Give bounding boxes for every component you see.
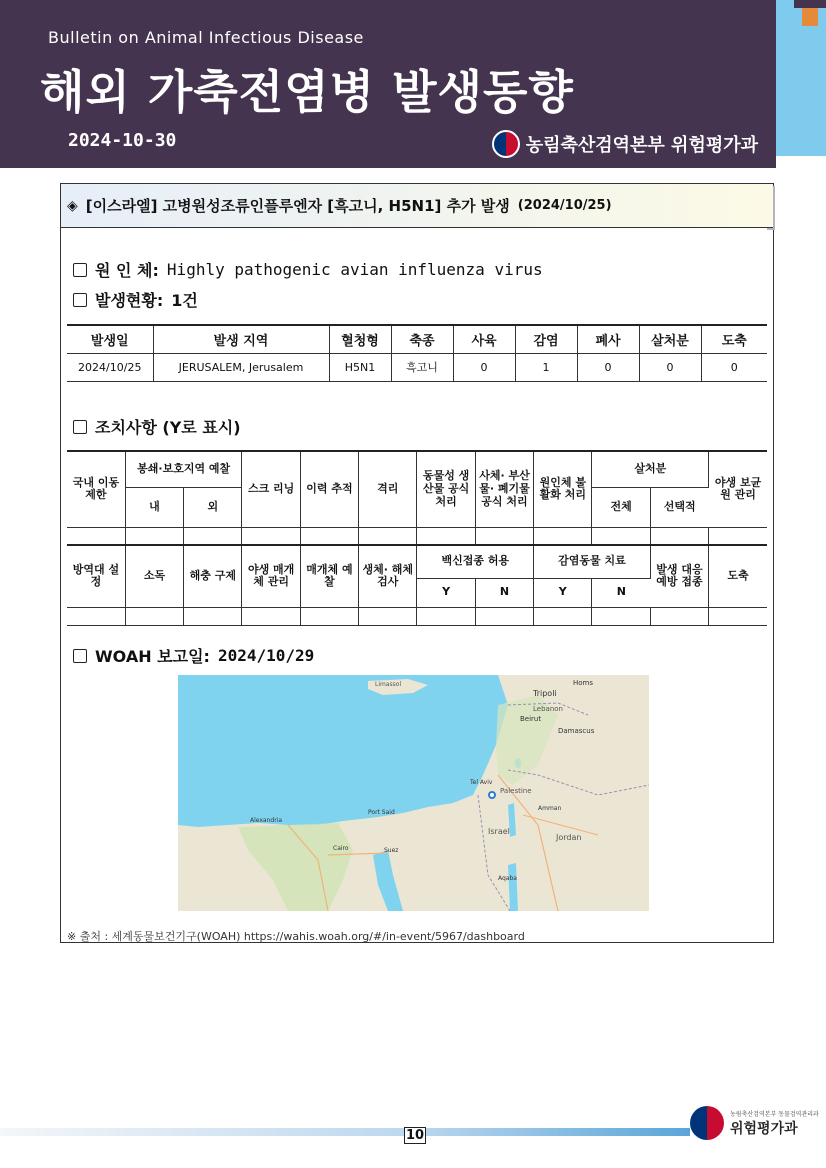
measure-value-cell [417, 607, 475, 625]
cell: 1 [515, 353, 577, 381]
bulletin-subtitle: Bulletin on Animal Infectious Disease [48, 28, 364, 47]
pathogen-line [73, 258, 543, 281]
map-label: Amman [538, 805, 562, 812]
map-label: Tripoli [533, 689, 557, 698]
map-label: Suez [384, 847, 399, 854]
measure-value-cell [417, 527, 475, 545]
measure-animal-products: 동물성 생산물 공식 처리 [417, 451, 475, 527]
measure-bio-test: 생체· 해체 검사 [359, 545, 417, 607]
measure-domestic: 국내 이동 제한 [67, 451, 125, 527]
source-note: ※ 출처 : 세계동물보건기구(WOAH) https://wahis.woah.org/#/in-event/5967/dashboard [67, 930, 525, 943]
header-band [0, 0, 776, 168]
measure-trace: 이력 추적 [300, 451, 358, 527]
measure-cull-all: 전체 [592, 487, 650, 527]
map-label: Aqaba [498, 875, 517, 882]
footer-logo [690, 1106, 819, 1140]
report-box [60, 183, 774, 943]
cell: H5N1 [329, 353, 391, 381]
measure-prevent: 발생 대응 예방 접종 [650, 545, 708, 607]
side-accent-bar [776, 0, 826, 156]
checkbox-icon [73, 649, 87, 663]
col-header: 혈청형 [329, 325, 391, 353]
col-header: 살처분 [639, 325, 701, 353]
table-row [67, 353, 767, 381]
page-number: 10 [406, 1128, 425, 1143]
checkbox-icon [73, 420, 87, 434]
map-label: Palestine [500, 787, 532, 795]
measure-zone-in: 내 [125, 487, 183, 527]
measure-culling: 살처분 [592, 451, 709, 487]
col-header: 도축 [701, 325, 767, 353]
side-notch-dark [794, 0, 826, 8]
measure-pest: 해충 구제 [184, 545, 242, 607]
measure-value-cell [592, 527, 650, 545]
status-value: 1건 [171, 291, 198, 310]
woah-value: 2024/10/29 [217, 646, 315, 665]
measure-value-cell [300, 527, 358, 545]
diamond-icon: ◈ [67, 197, 78, 214]
footer-org-big: 위험평가과 [730, 1120, 798, 1137]
measure-vac-y: Y [417, 578, 475, 607]
measure-value-cell [67, 607, 125, 625]
checkbox-icon [73, 263, 87, 277]
col-header: 축종 [391, 325, 453, 353]
measure-value-cell [125, 527, 183, 545]
measure-value-cell [242, 527, 300, 545]
col-header: 발생 지역 [153, 325, 329, 353]
measure-zone: 봉쇄·보호지역 예찰 [125, 451, 242, 487]
measures-line [73, 415, 241, 438]
status-line [73, 288, 198, 311]
measure-value-cell [359, 607, 417, 625]
map-label: Jordan [556, 833, 582, 842]
measure-value-cell [650, 607, 708, 625]
measure-disinfect: 소독 [125, 545, 183, 607]
footer-org [730, 1109, 819, 1138]
map-label: Limassol [375, 681, 402, 688]
taeguk-logo-icon [492, 130, 520, 158]
col-header: 감염 [515, 325, 577, 353]
measure-quarantine: 격리 [359, 451, 417, 527]
cell: 흑고니 [391, 353, 453, 381]
woah-line [73, 644, 314, 667]
issue-date: 2024-10-30 [68, 130, 177, 151]
col-header: 발생일 [67, 325, 153, 353]
measure-cull-select: 선택적 [650, 487, 708, 527]
org-name [492, 130, 758, 158]
measure-value-cell [534, 607, 592, 625]
map-label: Damascus [558, 727, 595, 735]
measures-label: 조치사항 (Y로 표시) [95, 418, 241, 437]
side-notch-orange [802, 8, 818, 26]
measure-zone-out: 외 [184, 487, 242, 527]
map-svg [178, 675, 649, 911]
measure-zoning: 방역대 설정 [67, 545, 125, 607]
measure-value-cell [184, 607, 242, 625]
measure-slaughter: 도축 [709, 545, 767, 607]
measure-value-cell [242, 607, 300, 625]
measure-treat: 감염동물 치료 [534, 545, 651, 578]
measure-value-cell [534, 527, 592, 545]
measure-treat-n: N [592, 578, 650, 607]
map-label: Lebanon [533, 705, 563, 713]
map-label: Beirut [520, 715, 542, 723]
pathogen-value: Highly pathogenic avian influenza virus [166, 260, 543, 279]
footer-org-small: 농림축산검역본부 동물검역관리과 [730, 1110, 819, 1118]
measure-wild: 야생 보균원 관리 [709, 451, 767, 527]
measure-screening: 스크 리닝 [242, 451, 300, 527]
report-banner [61, 184, 773, 228]
cell: 0 [453, 353, 515, 381]
measure-value-cell [709, 607, 767, 625]
woah-label: WOAH 보고일: [95, 647, 210, 666]
measure-wild-vector: 야생 매개체 관리 [242, 545, 300, 607]
outbreak-table [67, 324, 767, 382]
measure-vector-surv: 매개체 예찰 [300, 545, 358, 607]
measure-value-cell [359, 527, 417, 545]
cell: 0 [701, 353, 767, 381]
measure-value-cell [650, 527, 708, 545]
page-title: 해외 가축전염병 발생동향 [40, 65, 574, 119]
map-label: Israel [488, 827, 510, 836]
col-header: 폐사 [577, 325, 639, 353]
status-label: 발생현황: [95, 291, 164, 310]
cell: 0 [577, 353, 639, 381]
measure-value-cell [475, 607, 533, 625]
checkbox-icon [73, 293, 87, 307]
map-label: Port Said [368, 809, 395, 816]
measures-table [67, 450, 767, 626]
map-label: Cairo [333, 845, 349, 852]
cell: 0 [639, 353, 701, 381]
pathogen-label: 원 인 체: [95, 261, 159, 280]
measure-treat-y: Y [534, 578, 592, 607]
org-label: 농림축산검역본부 위험평가과 [525, 135, 758, 156]
banner-title: [이스라엘] 고병원성조류인플루엔자 [흑고니, H5N1] 추가 발생 [85, 197, 510, 215]
measure-pathogen-inact: 원인체 불활화 처리 [534, 451, 592, 527]
cell: 2024/10/25 [67, 353, 153, 381]
measure-value-cell [67, 527, 125, 545]
footer-gradient-line [0, 1128, 690, 1136]
col-header: 사육 [453, 325, 515, 353]
map-label: Homs [573, 679, 594, 687]
map-label: Tel Aviv [470, 779, 493, 786]
taeguk-logo-icon [690, 1106, 724, 1140]
measure-value-cell [300, 607, 358, 625]
measure-carcass: 사체· 부산물· 폐기물 공식 처리 [475, 451, 533, 527]
measure-vaccine: 백신접종 허용 [417, 545, 534, 578]
measure-value-cell [475, 527, 533, 545]
cell: JERUSALEM, Jerusalem [153, 353, 329, 381]
measure-value-cell [709, 527, 767, 545]
measure-value-cell [125, 607, 183, 625]
measure-vac-n: N [475, 578, 533, 607]
measure-value-cell [592, 607, 650, 625]
outbreak-map [178, 675, 649, 911]
measure-value-cell [184, 527, 242, 545]
banner-date: (2024/10/25) [517, 198, 612, 213]
map-label: Alexandria [250, 817, 283, 824]
